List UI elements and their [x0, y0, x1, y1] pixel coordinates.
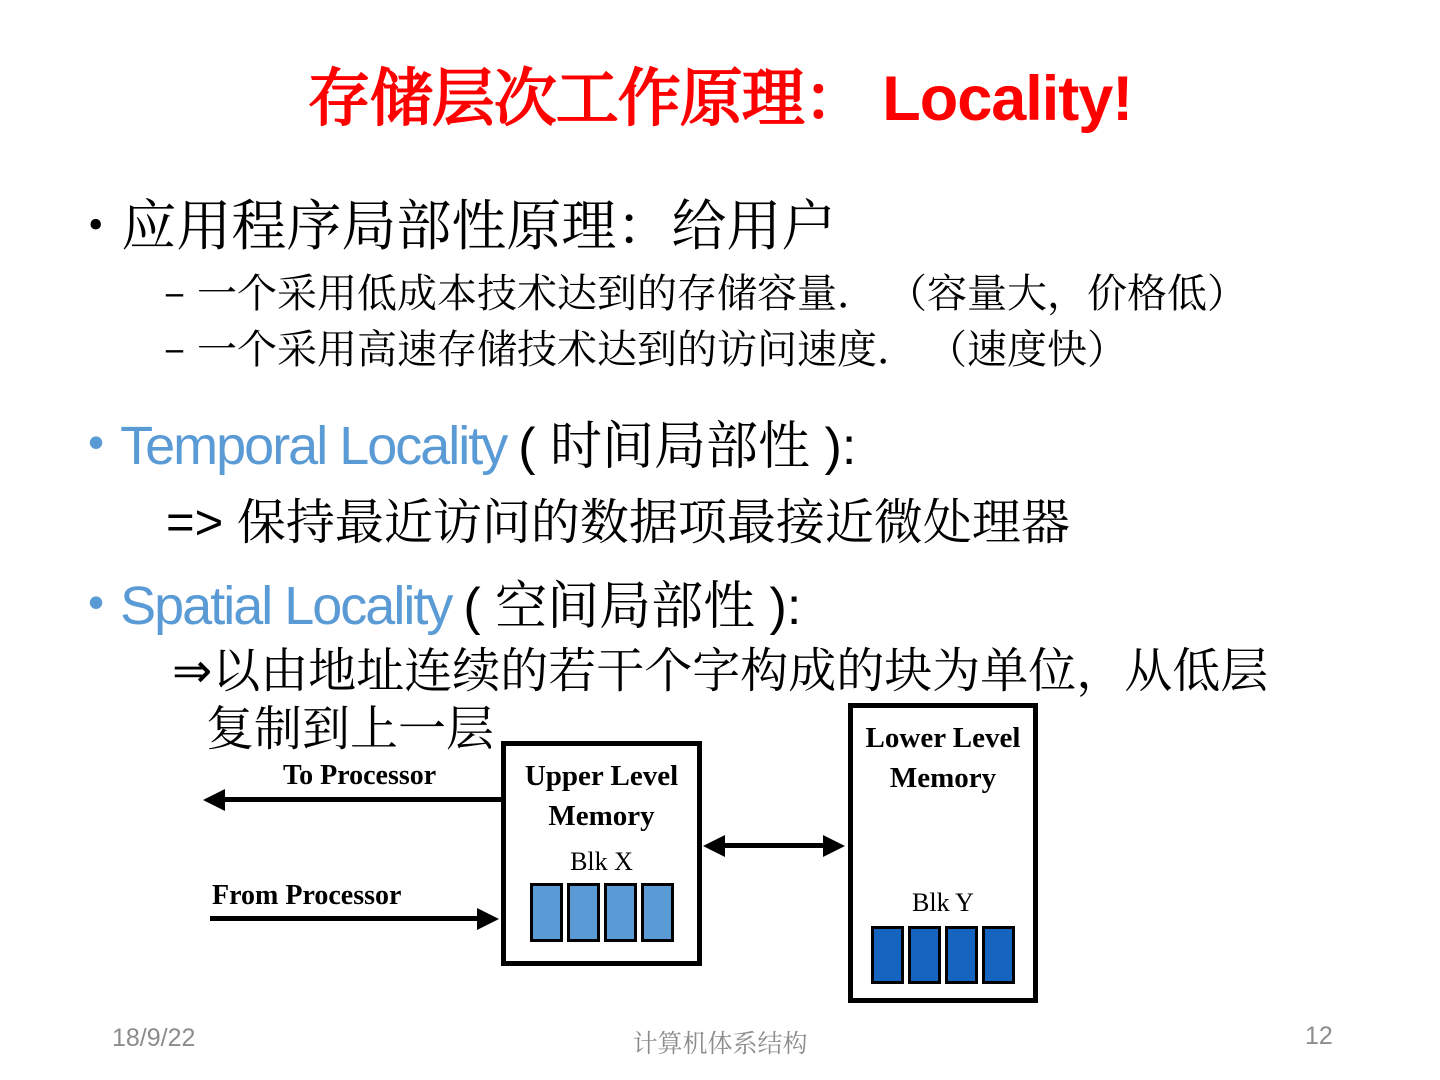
- spatial-locality-en: Spatial Locality: [120, 576, 452, 636]
- to-processor-arrow: [221, 797, 501, 802]
- to-processor-label: To Processor: [283, 760, 437, 791]
- upper-box-title: [506, 756, 697, 836]
- memory-block-cell: [604, 883, 637, 942]
- memory-block-cell: [567, 883, 600, 942]
- from-processor-arrow: [210, 916, 480, 921]
- temporal-detail: => 保持最近访问的数据项最接近微处理器: [166, 496, 1070, 550]
- dash-icon: –: [166, 330, 183, 367]
- from-processor-label: From Processor: [212, 880, 402, 911]
- temporal-locality-zh: ( 时间局部性 ):: [518, 418, 857, 476]
- arrow-right-icon: [477, 908, 499, 930]
- upper-level-memory-box: [501, 741, 702, 966]
- bullet-app-locality: [88, 182, 836, 261]
- bullet-icon: •: [88, 416, 105, 468]
- bullet-icon: •: [88, 200, 104, 249]
- lower-box-title-line1: Lower Level: [865, 722, 1021, 754]
- bullet-icon: •: [88, 576, 105, 628]
- arrow-right-icon: [823, 835, 845, 857]
- upper-box-title-line2: Memory: [548, 800, 655, 832]
- bullet-text: 应用程序局部性原理：给用户: [121, 196, 837, 257]
- footer-course-title: 计算机体系结构: [632, 1030, 808, 1058]
- temporal-locality-en: Temporal Locality: [120, 416, 507, 476]
- sub-bullet-speed: [166, 318, 1127, 375]
- sub-bullet-text: 一个采用低成本技术达到的存储容量． （容量大，价格低）: [197, 271, 1247, 316]
- blk-y-label: Blk Y: [912, 888, 974, 917]
- dash-icon: –: [166, 274, 183, 311]
- memory-block-cell: [908, 926, 941, 984]
- footer-page-number: 12: [1305, 1022, 1333, 1050]
- memory-block-cell: [945, 926, 978, 984]
- footer-date: 18/9/22: [112, 1024, 196, 1052]
- spatial-detail-line1: ⇒以由地址连续的若干个字构成的块为单位，从低层: [172, 645, 1269, 698]
- lower-box-title-line2: Memory: [889, 762, 997, 794]
- memory-block-cell: [530, 883, 563, 942]
- upper-box-title-line1: Upper Level: [524, 760, 679, 792]
- memory-block-cell: [871, 926, 904, 984]
- blk-y-blocks: [853, 926, 1033, 984]
- bullet-temporal-locality: [88, 404, 856, 479]
- sub-bullet-capacity: [166, 262, 1247, 319]
- lower-level-memory-box: [848, 703, 1038, 1003]
- spatial-detail-line2: 复制到上一层: [206, 703, 495, 756]
- between-levels-arrow: [721, 843, 824, 848]
- blk-x-label: Blk X: [570, 847, 633, 876]
- slide-title: 存储层次工作原理： Locality!: [307, 64, 1133, 134]
- bullet-spatial-locality: [88, 564, 801, 639]
- memory-block-cell: [641, 883, 674, 942]
- blk-x-blocks: [506, 883, 697, 942]
- sub-bullet-text: 一个采用高速存储技术达到的访问速度． （速度快）: [197, 327, 1127, 372]
- memory-block-cell: [982, 926, 1015, 984]
- lower-box-title: [853, 718, 1033, 798]
- spatial-locality-zh: ( 空间局部性 ):: [463, 578, 802, 636]
